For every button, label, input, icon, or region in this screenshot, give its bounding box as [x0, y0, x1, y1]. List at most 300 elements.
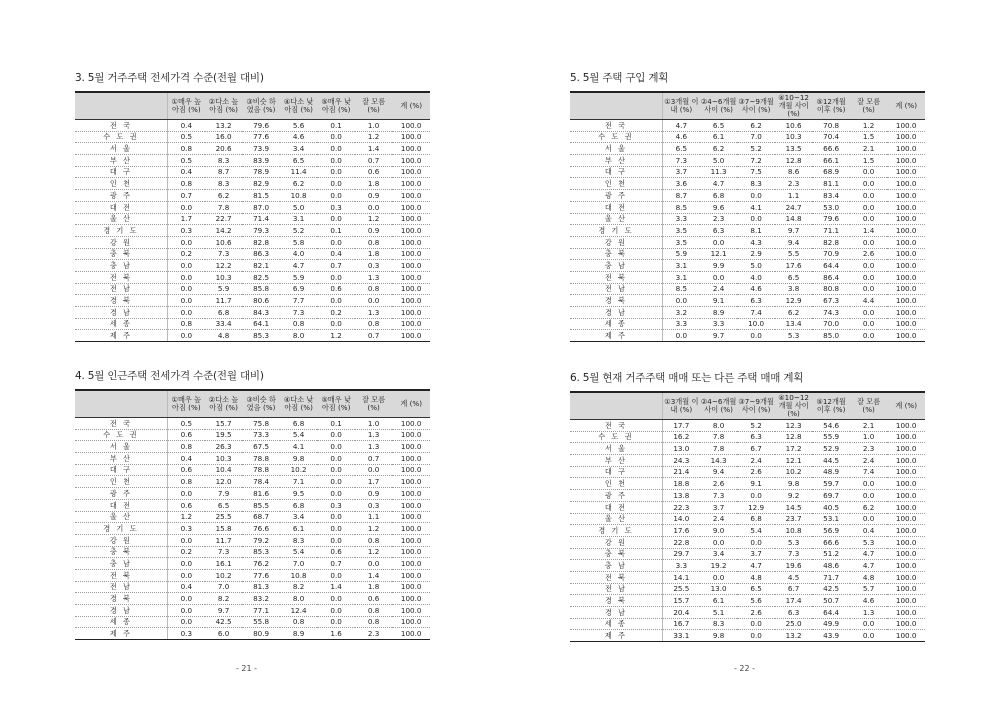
table-row: [75, 190, 430, 202]
table-cell: 5.3: [775, 536, 813, 548]
table-cell: 0.0: [317, 616, 355, 628]
table-cell: 6.2: [775, 307, 813, 319]
table-row: [570, 120, 925, 132]
table-cell: 12.0: [205, 476, 243, 488]
table-cell: 12.9: [737, 501, 775, 513]
region-label: 전 남: [75, 581, 167, 593]
region-label: 제 주: [570, 630, 662, 642]
table-cell: 10.8: [775, 525, 813, 537]
column-header: ②다소 높아짐 (%): [205, 390, 243, 418]
table-cell: 8.3: [205, 155, 243, 167]
header-corner: [75, 92, 167, 120]
table-cell: 100.0: [392, 307, 430, 319]
table-cell: 78.4: [242, 476, 280, 488]
table-cell: 0.7: [355, 453, 393, 465]
table-cell: 52.9: [812, 443, 850, 455]
region-label: 인 천: [75, 178, 167, 190]
table-row: [570, 318, 925, 330]
region-label: 경 기 도: [570, 225, 662, 237]
region-label: 충 남: [75, 260, 167, 272]
table-row: [570, 166, 925, 178]
table-row: [570, 560, 925, 572]
table-cell: 18.8: [662, 478, 700, 490]
table-cell: 0.1: [317, 418, 355, 430]
table-cell: 11.3: [700, 166, 738, 178]
table-cell: 3.1: [662, 260, 700, 272]
table-cell: 100.0: [392, 318, 430, 330]
region-label: 수 도 권: [570, 431, 662, 443]
table-cell: 17.2: [775, 443, 813, 455]
region-label: 경 북: [75, 593, 167, 605]
table-section-sale-plan: [570, 370, 925, 642]
table-cell: 100.0: [887, 213, 925, 225]
table-cell: 75.8: [242, 418, 280, 430]
table-cell: 2.6: [850, 248, 888, 260]
table-row: [75, 283, 430, 295]
table-cell: 3.6: [662, 178, 700, 190]
table-cell: 69.7: [812, 490, 850, 502]
table-cell: 8.2: [205, 593, 243, 605]
header-corner: [75, 390, 167, 418]
region-label: 충 북: [75, 248, 167, 260]
table-cell: 40.5: [812, 501, 850, 513]
table-cell: 100.0: [887, 630, 925, 642]
table-cell: 13.5: [775, 143, 813, 155]
region-label: 부 산: [75, 155, 167, 167]
region-label: 전 남: [570, 283, 662, 295]
region-label: 서 울: [570, 443, 662, 455]
table-cell: 9.8: [775, 478, 813, 490]
table-cell: 25.5: [662, 583, 700, 595]
table-cell: 4.5: [775, 571, 813, 583]
table-cell: 0.0: [317, 511, 355, 523]
table-cell: 0.0: [850, 307, 888, 319]
table-cell: 6.5: [700, 120, 738, 132]
table-cell: 5.2: [737, 143, 775, 155]
table-cell: 0.0: [167, 569, 205, 581]
table-cell: 5.0: [280, 201, 318, 213]
table-cell: 7.0: [205, 581, 243, 593]
table-cell: 16.2: [662, 431, 700, 443]
table-cell: 25.0: [775, 618, 813, 630]
table-cell: 5.4: [280, 429, 318, 441]
table-cell: 10.0: [737, 318, 775, 330]
table-cell: 70.0: [812, 318, 850, 330]
table-cell: 1.8: [355, 178, 393, 190]
table-cell: 22.8: [662, 536, 700, 548]
table-cell: 64.1: [242, 318, 280, 330]
table-row: [75, 546, 430, 558]
table-cell: 25.5: [205, 511, 243, 523]
column-header: ④10~12 개월 사이 (%): [775, 392, 813, 420]
table-cell: 0.4: [167, 166, 205, 178]
table-cell: 0.0: [850, 478, 888, 490]
table-cell: 2.9: [737, 248, 775, 260]
table-row: [570, 271, 925, 283]
table-cell: 0.0: [850, 630, 888, 642]
table-cell: 6.3: [775, 607, 813, 619]
table-cell: 77.6: [242, 569, 280, 581]
table-cell: 100.0: [392, 283, 430, 295]
table-cell: 0.4: [317, 248, 355, 260]
table-cell: 100.0: [392, 628, 430, 640]
table-cell: 0.8: [355, 318, 393, 330]
table-cell: 3.3: [662, 560, 700, 572]
table-cell: 1.0: [355, 120, 393, 132]
table-cell: 100.0: [887, 420, 925, 432]
table-cell: 17.7: [662, 420, 700, 432]
table-section-purchase-plan: [570, 70, 925, 342]
table-cell: 0.0: [700, 571, 738, 583]
table-section-residential-jeonse: [75, 70, 430, 342]
table-cell: 4.6: [662, 131, 700, 143]
table-cell: 33.1: [662, 630, 700, 642]
column-header: 계 (%): [887, 92, 925, 120]
table-cell: 3.7: [737, 548, 775, 560]
header-corner: [570, 392, 662, 420]
table-cell: 17.6: [775, 260, 813, 272]
table-cell: 3.5: [662, 225, 700, 237]
table-cell: 100.0: [887, 431, 925, 443]
table-row: [570, 213, 925, 225]
region-label: 부 산: [75, 453, 167, 465]
table-cell: 7.8: [700, 431, 738, 443]
table-cell: 0.6: [317, 283, 355, 295]
region-label: 제 주: [75, 330, 167, 342]
table-cell: 42.5: [205, 616, 243, 628]
region-label: 제 주: [570, 330, 662, 342]
table-cell: 68.7: [242, 511, 280, 523]
table-cell: 6.3: [737, 431, 775, 443]
table-cell: 24.3: [662, 455, 700, 467]
table-cell: 5.6: [280, 120, 318, 132]
table-cell: 0.0: [167, 260, 205, 272]
region-label: 광 주: [75, 190, 167, 202]
table-cell: 12.8: [775, 155, 813, 167]
table-cell: 0.0: [850, 318, 888, 330]
region-label: 강 원: [75, 236, 167, 248]
region-label: 광 주: [75, 488, 167, 500]
column-header: ⑤12개월 이후 (%): [812, 92, 850, 120]
table-cell: 77.6: [242, 131, 280, 143]
table-cell: 8.3: [700, 618, 738, 630]
table-cell: 0.0: [167, 330, 205, 342]
table-cell: 2.4: [700, 513, 738, 525]
table-cell: 1.2: [355, 131, 393, 143]
table-cell: 100.0: [887, 536, 925, 548]
table-cell: 0.0: [317, 190, 355, 202]
table-cell: 5.4: [737, 525, 775, 537]
table-cell: 3.4: [280, 143, 318, 155]
table-cell: 50.7: [812, 595, 850, 607]
region-label: 울 산: [570, 213, 662, 225]
table-row: [75, 201, 430, 213]
column-header: ①3개월 이내 (%): [662, 92, 700, 120]
table-cell: 6.8: [737, 513, 775, 525]
table-cell: 87.0: [242, 201, 280, 213]
region-label: 강 원: [570, 236, 662, 248]
table-cell: 8.3: [280, 534, 318, 546]
table-cell: 70.9: [812, 248, 850, 260]
table-cell: 0.0: [317, 143, 355, 155]
table-cell: 100.0: [392, 558, 430, 570]
table-cell: 66.1: [812, 155, 850, 167]
table-cell: 66.6: [812, 143, 850, 155]
table-cell: 85.5: [242, 499, 280, 511]
section-title: 5. 5월 주택 구입 계획: [570, 72, 669, 84]
column-header: 잘 모름 (%): [850, 392, 888, 420]
table-cell: 8.6: [775, 166, 813, 178]
data-table: [75, 91, 430, 342]
table-cell: 0.6: [355, 593, 393, 605]
table-row: [570, 190, 925, 202]
table-cell: 2.6: [737, 466, 775, 478]
table-cell: 20.6: [205, 143, 243, 155]
table-cell: 49.9: [812, 618, 850, 630]
table-row: [570, 248, 925, 260]
table-cell: 0.8: [167, 178, 205, 190]
table-row: [570, 295, 925, 307]
table-cell: 74.3: [812, 307, 850, 319]
table-row: [75, 271, 430, 283]
table-row: [75, 178, 430, 190]
table-row: [75, 307, 430, 319]
table-cell: 0.0: [317, 318, 355, 330]
table-cell: 0.0: [355, 464, 393, 476]
table-cell: 7.3: [205, 546, 243, 558]
table-cell: 16.1: [205, 558, 243, 570]
region-label: 서 울: [75, 441, 167, 453]
table-cell: 100.0: [392, 190, 430, 202]
table-cell: 12.3: [775, 420, 813, 432]
table-cell: 100.0: [392, 569, 430, 581]
table-row: [75, 581, 430, 593]
table-cell: 10.3: [205, 271, 243, 283]
table-cell: 100.0: [887, 155, 925, 167]
table-cell: 0.0: [317, 271, 355, 283]
table-cell: 0.5: [167, 131, 205, 143]
table-cell: 0.9: [355, 190, 393, 202]
table-cell: 1.5: [850, 155, 888, 167]
column-header: ③7~9개월 사이 (%): [737, 392, 775, 420]
table-cell: 100.0: [392, 499, 430, 511]
table-cell: 13.0: [662, 443, 700, 455]
table-cell: 1.8: [355, 248, 393, 260]
table-cell: 0.0: [317, 523, 355, 535]
table-cell: 1.1: [355, 511, 393, 523]
table-cell: 100.0: [887, 143, 925, 155]
region-label: 서 울: [75, 143, 167, 155]
table-cell: 1.4: [850, 225, 888, 237]
table-cell: 0.8: [167, 143, 205, 155]
table-cell: 3.3: [662, 318, 700, 330]
region-label: 세 종: [75, 318, 167, 330]
region-label: 대 전: [570, 201, 662, 213]
table-cell: 0.0: [700, 536, 738, 548]
table-cell: 100.0: [887, 466, 925, 478]
table-cell: 0.0: [850, 213, 888, 225]
table-cell: 0.7: [167, 190, 205, 202]
table-cell: 0.2: [167, 546, 205, 558]
region-label: 충 남: [570, 260, 662, 272]
table-cell: 76.2: [242, 558, 280, 570]
table-cell: 6.2: [280, 178, 318, 190]
table-cell: 100.0: [887, 525, 925, 537]
table-row: [75, 453, 430, 465]
table-cell: 10.6: [205, 236, 243, 248]
table-cell: 100.0: [392, 120, 430, 132]
table-cell: 7.0: [737, 131, 775, 143]
table-cell: 0.0: [850, 513, 888, 525]
table-cell: 73.9: [242, 143, 280, 155]
table-cell: 1.6: [317, 628, 355, 640]
table-cell: 100.0: [887, 490, 925, 502]
table-row: [570, 330, 925, 342]
table-cell: 6.3: [700, 225, 738, 237]
table-cell: 14.0: [662, 513, 700, 525]
table-cell: 85.3: [242, 546, 280, 558]
region-label: 광 주: [570, 490, 662, 502]
table-cell: 100.0: [392, 581, 430, 593]
table-cell: 77.1: [242, 605, 280, 617]
table-row: [75, 131, 430, 143]
table-cell: 48.6: [812, 560, 850, 572]
region-label: 전 국: [570, 420, 662, 432]
region-label: 서 울: [570, 143, 662, 155]
table-cell: 5.9: [280, 271, 318, 283]
table-row: [75, 593, 430, 605]
table-cell: 78.8: [242, 453, 280, 465]
table-cell: 100.0: [887, 330, 925, 342]
table-row: [570, 178, 925, 190]
table-cell: 82.1: [242, 260, 280, 272]
table-cell: 0.0: [662, 330, 700, 342]
region-label: 인 천: [570, 178, 662, 190]
table-cell: 67.3: [812, 295, 850, 307]
table-cell: 0.8: [355, 283, 393, 295]
table-cell: 100.0: [392, 534, 430, 546]
table-cell: 20.4: [662, 607, 700, 619]
table-cell: 80.8: [812, 283, 850, 295]
table-cell: 7.8: [700, 443, 738, 455]
table-row: [570, 571, 925, 583]
table-cell: 3.3: [700, 318, 738, 330]
column-header: ①매우 높아짐 (%): [167, 390, 205, 418]
table-cell: 5.2: [737, 420, 775, 432]
table-cell: 7.2: [737, 155, 775, 167]
region-label: 충 남: [570, 560, 662, 572]
table-cell: 100.0: [887, 225, 925, 237]
table-cell: 100.0: [392, 523, 430, 535]
table-cell: 1.1: [775, 190, 813, 202]
table-section-nearby-jeonse: [75, 368, 430, 640]
table-row: [570, 466, 925, 478]
table-cell: 85.0: [812, 330, 850, 342]
table-cell: 100.0: [392, 488, 430, 500]
table-cell: 0.0: [167, 307, 205, 319]
table-cell: 1.7: [167, 213, 205, 225]
table-cell: 0.6: [167, 429, 205, 441]
table-cell: 5.5: [775, 248, 813, 260]
table-cell: 5.9: [662, 248, 700, 260]
table-row: [75, 429, 430, 441]
table-cell: 0.0: [737, 190, 775, 202]
table-cell: 9.1: [700, 295, 738, 307]
table-cell: 0.8: [280, 616, 318, 628]
table-cell: 6.2: [850, 501, 888, 513]
table-cell: 4.7: [850, 560, 888, 572]
table-cell: 0.0: [317, 131, 355, 143]
table-cell: 48.9: [812, 466, 850, 478]
table-cell: 5.8: [280, 236, 318, 248]
table-cell: 6.7: [775, 583, 813, 595]
table-cell: 7.3: [662, 155, 700, 167]
region-label: 경 남: [570, 607, 662, 619]
table-cell: 0.0: [167, 593, 205, 605]
table-cell: 100.0: [887, 260, 925, 272]
column-header: ②4~6개월 사이 (%): [700, 392, 738, 420]
table-cell: 59.7: [812, 478, 850, 490]
table-cell: 82.8: [242, 236, 280, 248]
table-cell: 8.0: [700, 420, 738, 432]
table-cell: 0.1: [317, 120, 355, 132]
table-cell: 100.0: [887, 166, 925, 178]
table-cell: 3.1: [662, 271, 700, 283]
table-cell: 0.5: [167, 155, 205, 167]
region-label: 경 남: [75, 605, 167, 617]
table-cell: 0.0: [737, 490, 775, 502]
region-label: 경 기 도: [75, 523, 167, 535]
table-cell: 4.3: [737, 236, 775, 248]
table-cell: 7.7: [280, 295, 318, 307]
table-cell: 100.0: [887, 455, 925, 467]
table-cell: 51.2: [812, 548, 850, 560]
section-title: 6. 5월 현재 거주주택 매매 또는 다른 주택 매매 계획: [570, 372, 804, 384]
table-cell: 2.6: [737, 607, 775, 619]
table-cell: 3.5: [662, 236, 700, 248]
data-table: [75, 389, 430, 640]
table-cell: 11.4: [280, 166, 318, 178]
table-cell: 100.0: [392, 441, 430, 453]
table-cell: 6.5: [775, 271, 813, 283]
table-cell: 8.2: [280, 581, 318, 593]
table-cell: 22.3: [662, 501, 700, 513]
table-row: [75, 155, 430, 167]
table-cell: 2.1: [850, 420, 888, 432]
table-cell: 71.4: [242, 213, 280, 225]
table-cell: 0.0: [167, 271, 205, 283]
table-cell: 82.5: [242, 271, 280, 283]
table-cell: 5.2: [280, 225, 318, 237]
table-cell: 8.9: [280, 628, 318, 640]
table-cell: 4.0: [737, 271, 775, 283]
table-cell: 81.5: [242, 190, 280, 202]
region-label: 경 북: [570, 295, 662, 307]
table-cell: 0.0: [167, 534, 205, 546]
region-label: 수 도 권: [75, 131, 167, 143]
table-cell: 0.0: [850, 490, 888, 502]
table-cell: 10.8: [280, 190, 318, 202]
table-cell: 7.0: [280, 558, 318, 570]
table-row: [75, 330, 430, 342]
table-cell: 81.6: [242, 488, 280, 500]
table-cell: 0.0: [317, 295, 355, 307]
table-row: [570, 513, 925, 525]
table-cell: 43.9: [812, 630, 850, 642]
table-cell: 0.0: [700, 236, 738, 248]
table-row: [75, 523, 430, 535]
table-cell: 14.2: [205, 225, 243, 237]
